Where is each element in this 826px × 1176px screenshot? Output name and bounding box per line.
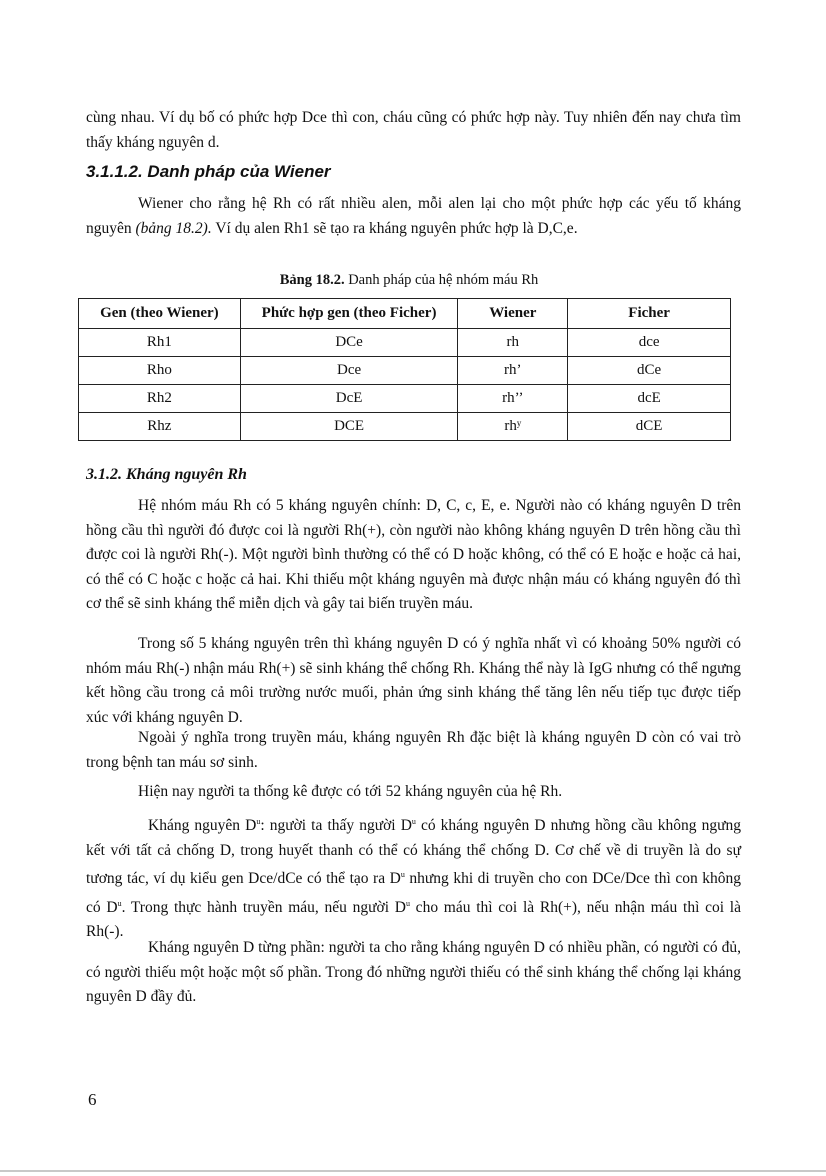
table-cell: DcE [240,385,458,413]
paragraph-rh-4: Hiện nay người ta thống kê được có tới 52 kháng nguyên của hệ Rh. [138,783,563,800]
table-row [79,385,731,413]
paragraph-rh-3: Ngoài ý nghĩa trong truyền máu, kháng nguyên Rh đặc biệt là kháng nguyên D còn có vai trò trong bệnh tan máu sơ sinh. [86,729,741,771]
header-gene-complex-ficher: Phức hợp gen (theo Ficher) [240,299,458,329]
table-cell: dcE [568,385,731,413]
header-gene-wiener: Gen (theo Wiener) [79,299,241,329]
du-text-3: có kháng nguyên D nhưng hồng cầu không ngưng kết với tất cả chống D, trong huyết thanh có thể có kháng thể chống D. Cơ chế về di truyền là do sự tương tác, ví dụ kiểu gen Dce/dCe có thể tạo ra D [86,817,741,887]
table-cell: Rhz [79,413,241,441]
du-text-5: . Trong thực hành truyền máu, nếu người D [121,898,406,916]
paragraph-intro: cùng nhau. Ví dụ bố có phức hợp Dce thì con, cháu cũng có phức hợp này. Tuy nhiên đến nay chưa tìm thấy kháng nguyên d. [86,109,741,151]
table-row [79,413,731,441]
table-reference: (bảng 18.2). [135,219,212,237]
table-caption-label: Bảng 18.2. [279,272,345,288]
du-text-2: : người ta thấy người D [260,817,412,834]
du-superscript: u [256,817,261,826]
table-cell: dce [568,329,731,357]
table-cell: Rh2 [79,385,241,413]
header-ficher: Ficher [568,299,731,329]
table-cell: rhʸ [458,413,568,441]
table-caption [78,272,740,289]
paragraph-wiener [86,192,741,241]
wiener-text-b: Ví dụ alen Rh1 sẽ tạo ra kháng nguyên phức hợp là D,C,e. [211,219,578,237]
du-text-6: cho máu thì coi là Rh(+), nếu nhận máu thì coi là Rh(-). [86,898,741,940]
table-cell: rh’ [458,357,568,385]
table-row [79,329,731,357]
table-cell: dCe [568,357,731,385]
paragraph-rh-2: Trong số 5 kháng nguyên trên thì kháng nguyên D có ý nghĩa nhất vì có khoảng 50% người có nhóm máu Rh(-) nhận máu Rh(+) sẽ sinh kháng thể chống Rh. Kháng thể này là IgG nhưng có thể ngưng kết hồng cầu trong cả môi trường nước muối, phản ứng sinh kháng thể tăng lên nếu tiếp tục được tiếp xúc với kháng nguyên D. [86,635,741,726]
bottom-divider [0,1170,826,1172]
heading-wiener: 3.1.1.2. Danh pháp của Wiener [86,162,331,181]
heading-rh-antigen: 3.1.2. Kháng nguyên Rh [86,466,247,483]
page-number: 6 [88,1090,97,1109]
du-superscript: u [405,898,410,908]
du-text-1: Kháng nguyên D [148,817,257,834]
du-text-4: nhưng khi di truyền cho con DCe/Dce thì con không có D [86,870,741,916]
paragraph-rh-1: Hệ nhóm máu Rh có 5 kháng nguyên chính: D, C, c, E, e. Người nào có kháng nguyên D trên hồng cầu thì người đó được coi là người Rh(+), còn người nào không kháng nguyên D trên hồng cầu thì được coi là người Rh(-). Một người bình thường có thể có D hoặc không, có thể có E hoặc e hoặc cả hai, có thể có C hoặc c hoặc cả hai. Khi thiếu một kháng nguyên mà được nhận máu có kháng nguyên đó thì cơ thể sẽ sinh kháng thể miễn dịch và gây tai biến truyền máu. [86,497,741,612]
table-cell: rh [458,329,568,357]
table-caption-text: Danh pháp của hệ nhóm máu Rh [344,272,539,288]
table-cell: Rho [79,357,241,385]
rh-nomenclature-table [78,298,731,441]
paragraph-partial-d: Kháng nguyên D từng phần: người ta cho rằng kháng nguyên D có nhiều phần, có người có đủ, có người thiếu một hoặc một số phần. Trong đó những người thiếu có thể sinh kháng thể chống lại kháng nguyên D đầy đủ. [86,939,741,1005]
du-superscript: u [117,898,122,908]
table-cell: rh’’ [458,385,568,413]
table-row [79,357,731,385]
table-cell: DCe [240,329,458,357]
table-cell: DCE [240,413,458,441]
header-wiener: Wiener [458,299,568,329]
du-superscript: u [400,870,405,879]
wiener-text-a: Wiener cho rằng hệ Rh có rất nhiều alen, mỗi alen lại cho một phức hợp các yếu tố kháng nguyên [86,195,741,237]
table-cell: Dce [240,357,458,385]
table-cell: dCE [568,413,731,441]
table-header-row [79,299,731,329]
table-cell: Rh1 [79,329,241,357]
du-superscript: u [411,817,416,826]
paragraph-du-antigen [86,810,741,945]
